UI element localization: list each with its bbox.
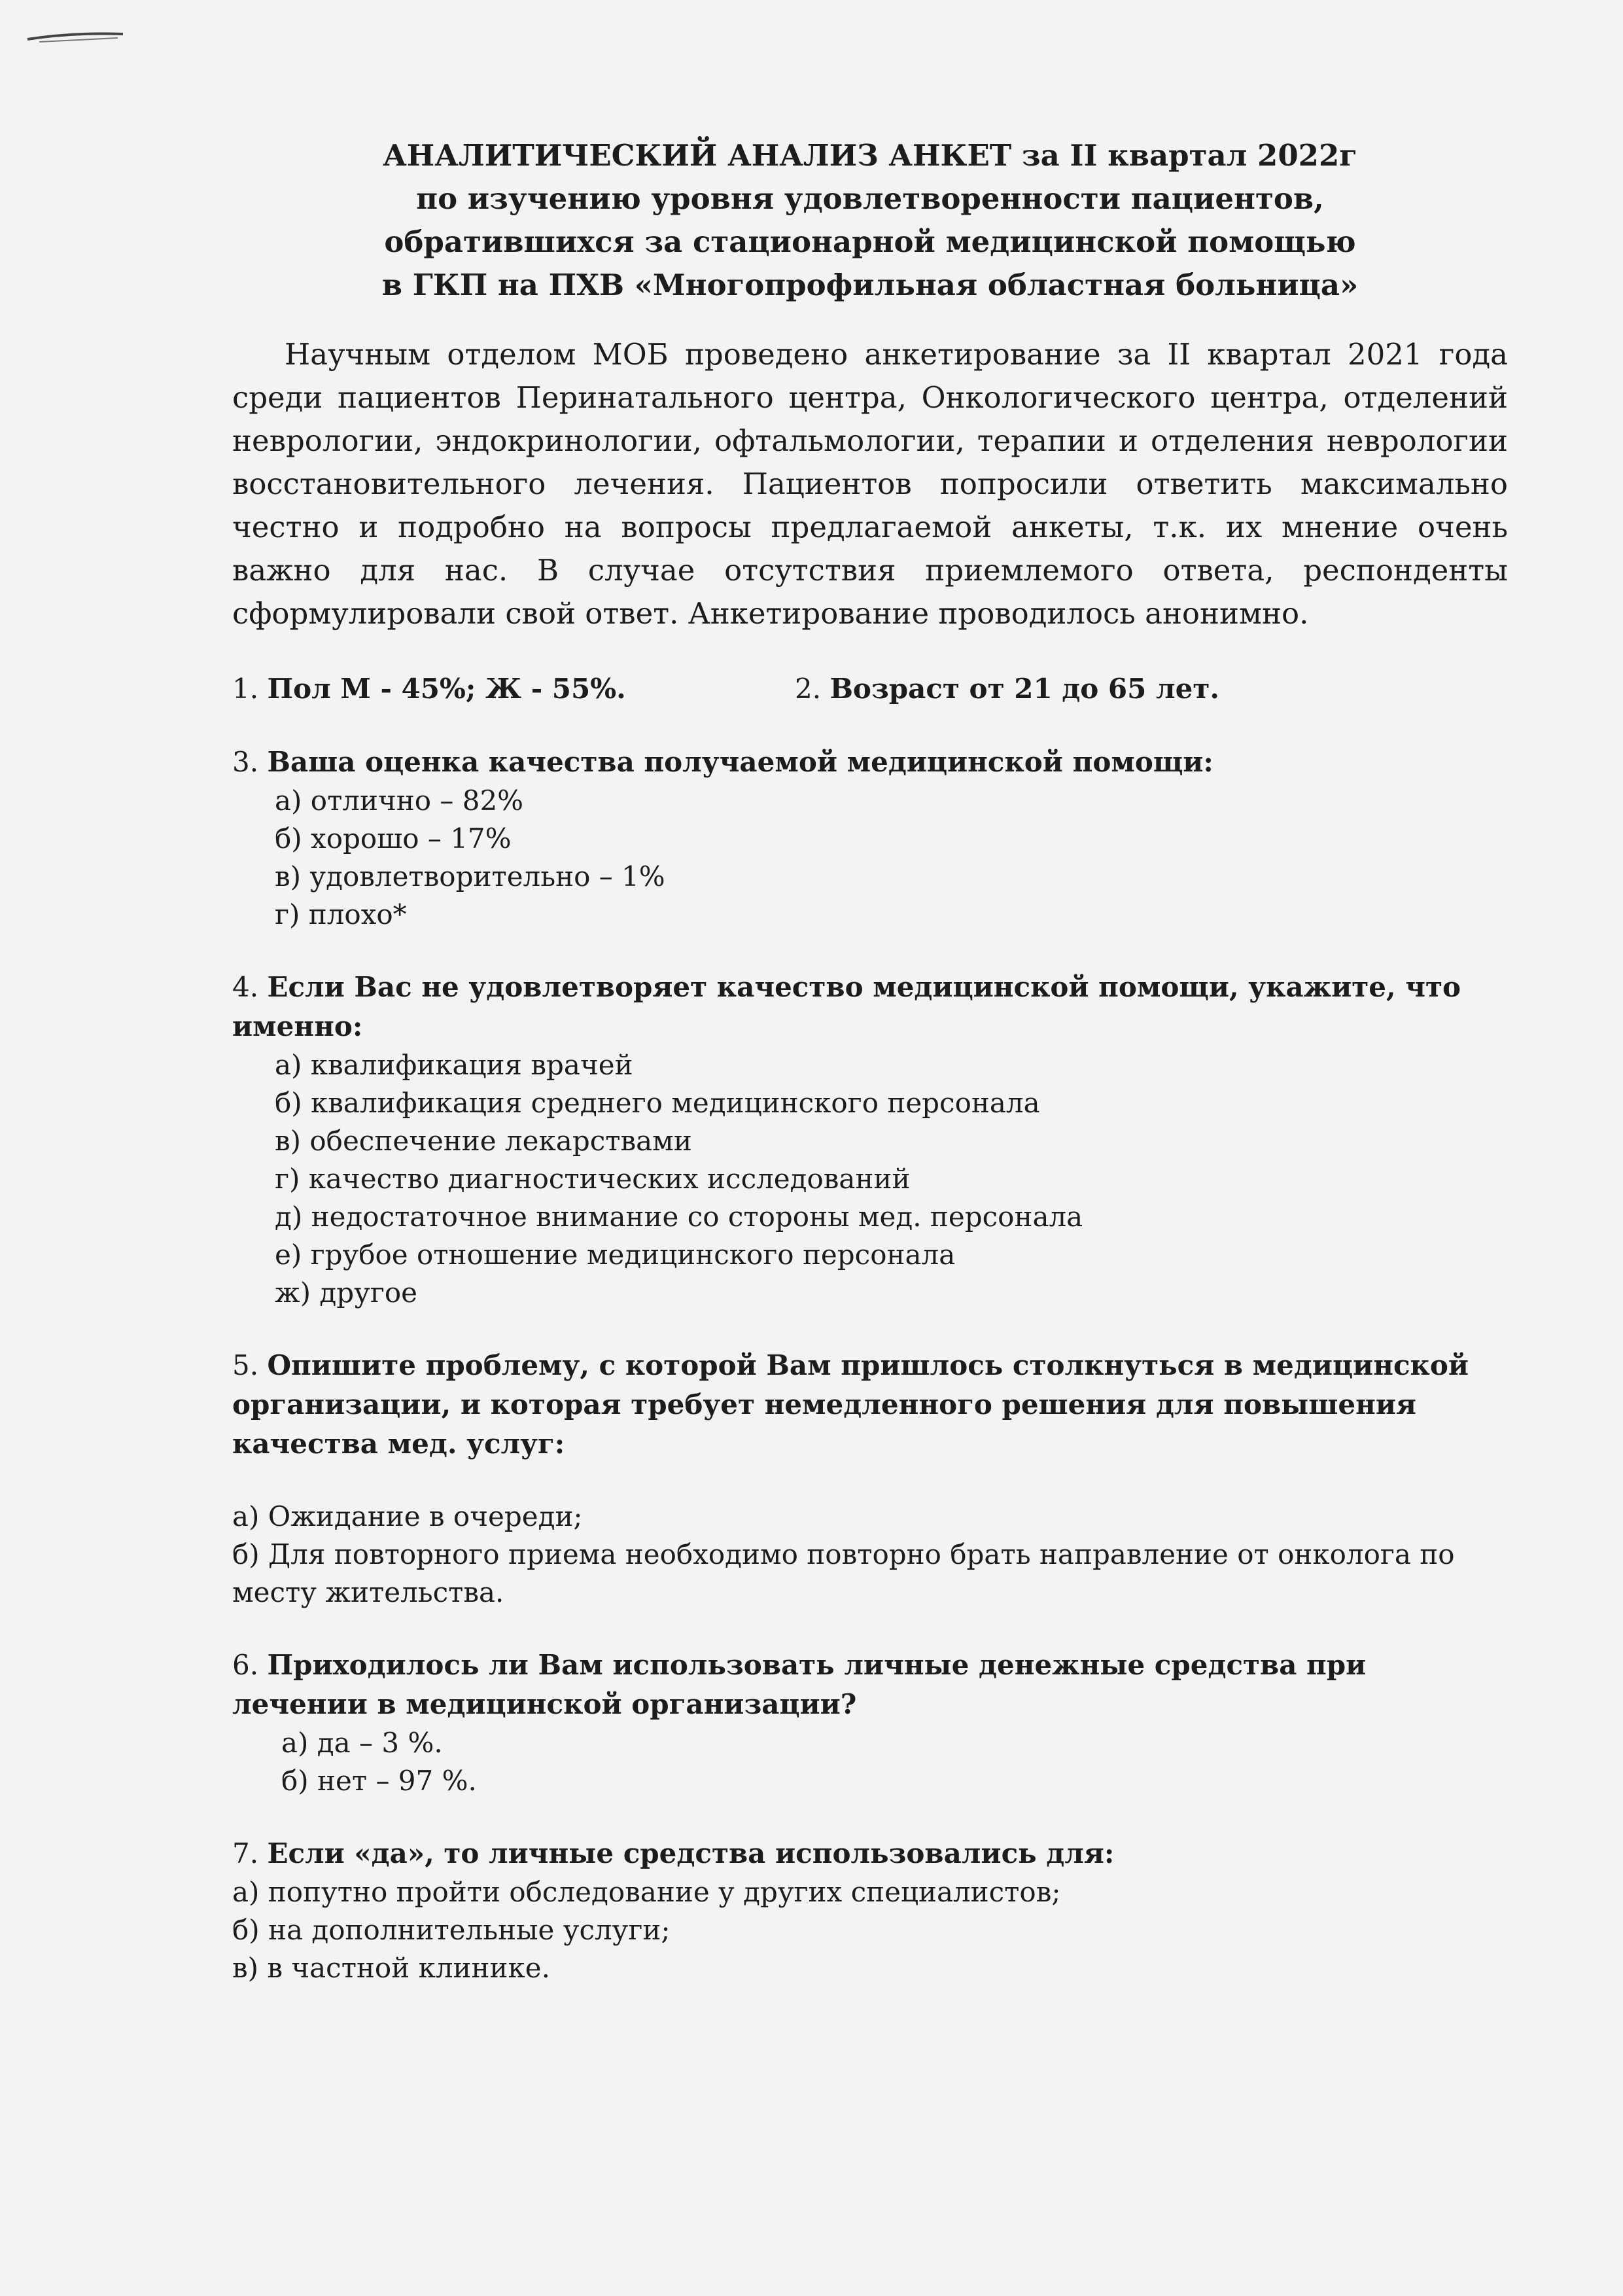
option-item: е) грубое отношение медицинского персонала: [275, 1239, 956, 1271]
question-text: Ваша оценка качества получаемой медицинской помощи:: [267, 746, 1213, 778]
option-item: г) качество диагностических исследований: [275, 1163, 911, 1195]
spacer: [232, 1464, 1508, 1498]
option-item: а) попутно пройти обследование у других специалистов;: [232, 1876, 1061, 1908]
title-line: в ГКП на ПХВ «Многопрофильная областная больница»: [381, 268, 1359, 302]
option-item: а) да – 3 %.: [281, 1727, 443, 1759]
question-number: 2.: [795, 673, 830, 705]
option-item: г) плохо*: [275, 898, 407, 930]
question-4-options: [232, 1046, 1508, 1312]
question-5-options: [232, 1498, 1508, 1612]
document-page: [232, 134, 1508, 2021]
question-3-options: [232, 782, 1508, 934]
document-title: [232, 134, 1508, 307]
scan-mark: [26, 26, 124, 47]
question-6: [232, 1646, 1508, 1724]
question-6-options: [232, 1724, 1508, 1800]
question-number: 6.: [232, 1649, 268, 1681]
intro-paragraph: Научным отделом МОБ проведено анкетирование за II квартал 2021 года среди пациентов Перинатального центра, Онкологического центра, отделений неврологии, эндокринологии, офтальмологии, терапии и отделения неврологии восстановительного лечения. Пациентов попросили ответить максимально честно и подробно на вопросы предлагаемой анкеты, т.к. их мнение очень важно для нас. В случае отсутствия приемлемого ответа, респонденты сформулировали свой ответ. Анкетирование проводилось анонимно.: [232, 337, 1508, 631]
question-text: Пол М - 45%; Ж - 55%.: [267, 673, 626, 705]
question-number: 5.: [232, 1349, 268, 1381]
question-text: Если «да», то личные средства использовались для:: [267, 1837, 1115, 1869]
option-item: а) квалификация врачей: [275, 1049, 633, 1081]
questions-1-2: [232, 669, 1508, 709]
question-3: [232, 743, 1508, 782]
option-item: а) отлично – 82%: [275, 785, 524, 817]
question-4: [232, 968, 1508, 1046]
question-7: [232, 1834, 1508, 1873]
question-number: 4.: [232, 971, 268, 1003]
option-item: в) в частной клинике.: [232, 1952, 550, 1984]
option-item: в) обеспечение лекарствами: [275, 1125, 692, 1157]
option-item: д) недостаточное внимание со стороны мед. персонала: [275, 1201, 1083, 1233]
title-line: обратившихся за стационарной медицинской помощью: [384, 224, 1356, 259]
question-number: 1.: [232, 673, 268, 705]
question-number: 7.: [232, 1837, 268, 1869]
question-5: [232, 1346, 1508, 1464]
option-item: б) хорошо – 17%: [275, 822, 512, 855]
question-text: Опишите проблему, с которой Вам пришлось столкнуться в медицинской организации, и которая требует немедленного решения для повышения качества мед. услуг:: [232, 1349, 1469, 1460]
title-line: АНАЛИТИЧЕСКИЙ АНАЛИЗ АНКЕТ за II квартал 2022г: [383, 138, 1357, 173]
title-line: по изучению уровня удовлетворенности пациентов,: [416, 181, 1324, 216]
question-text: Приходилось ли Вам использовать личные денежные средства при лечении в медицинской организации?: [232, 1649, 1367, 1720]
option-item: б) Для повторного приема необходимо повторно брать направление от онколога по месту жительства.: [232, 1538, 1455, 1608]
option-item: б) на дополнительные услуги;: [232, 1914, 671, 1946]
question-1: [232, 669, 795, 709]
question-2: [795, 669, 1219, 709]
question-7-options: [232, 1873, 1508, 1987]
option-item: ж) другое: [275, 1277, 417, 1309]
option-item: а) Ожидание в очереди;: [232, 1500, 583, 1532]
option-item: б) нет – 97 %.: [281, 1765, 477, 1797]
question-number: 3.: [232, 746, 268, 778]
question-text: Возраст от 21 до 65 лет.: [829, 673, 1219, 705]
option-item: б) квалификация среднего медицинского персонала: [275, 1087, 1040, 1119]
question-text: Если Вас не удовлетворяет качество медицинской помощи, укажите, что именно:: [232, 971, 1461, 1042]
option-item: в) удовлетворительно – 1%: [275, 860, 665, 892]
